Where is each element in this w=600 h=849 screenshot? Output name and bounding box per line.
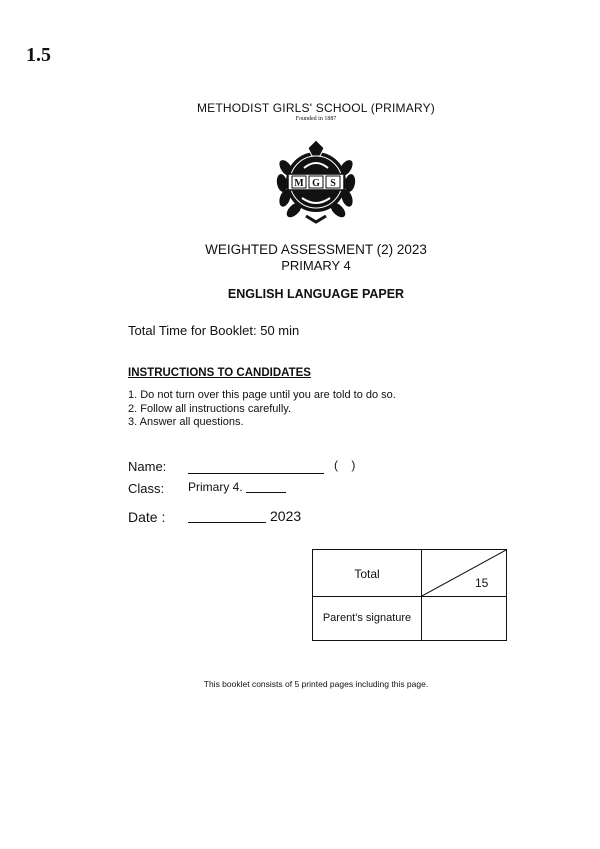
- crest-letter-s: S: [330, 178, 336, 189]
- founded-note: Founded in 1887: [295, 116, 337, 122]
- paper-title: ENGLISH LANGUAGE PAPER: [227, 287, 405, 301]
- date-blank-line[interactable]: [188, 522, 266, 523]
- crest-letter-g: G: [312, 178, 320, 189]
- total-time: Total Time for Booklet: 50 min: [128, 323, 300, 338]
- level-label: PRIMARY 4: [281, 258, 351, 273]
- total-max-marks: 15: [475, 576, 489, 590]
- signature-box[interactable]: [422, 597, 506, 640]
- signature-label: Parent's signature: [322, 612, 412, 624]
- class-value: Primary 4.: [188, 480, 243, 494]
- date-year: 2023: [270, 508, 302, 524]
- name-label: Name:: [128, 459, 167, 474]
- instruction-item: 2. Follow all instructions carefully.: [128, 402, 292, 415]
- class-blank-line[interactable]: [246, 492, 286, 493]
- school-name: METHODIST GIRLS' SCHOOL (PRIMARY): [196, 101, 436, 115]
- footer-note: This booklet consists of 5 printed pages including this page.: [203, 679, 429, 689]
- instructions-heading: INSTRUCTIONS TO CANDIDATES: [128, 367, 311, 379]
- instruction-item: 3. Answer all questions.: [128, 416, 244, 428]
- score-table: [312, 549, 507, 641]
- name-blank-line[interactable]: [188, 473, 324, 474]
- score-diagonal: [422, 550, 506, 596]
- instructions-list: [128, 389, 396, 430]
- date-label: Date :: [128, 509, 166, 525]
- index-number-brackets: ( ): [334, 458, 356, 472]
- class-label: Class:: [128, 481, 165, 496]
- instruction-item: 1. Do not turn over this page until you are told to do so.: [128, 389, 396, 401]
- assessment-title: WEIGHTED ASSESSMENT (2) 2023: [205, 242, 427, 257]
- crest-letter-m: M: [294, 178, 304, 189]
- school-crest-logo: [274, 138, 358, 228]
- total-label: Total: [354, 567, 380, 581]
- page-number: 1.5: [26, 44, 51, 66]
